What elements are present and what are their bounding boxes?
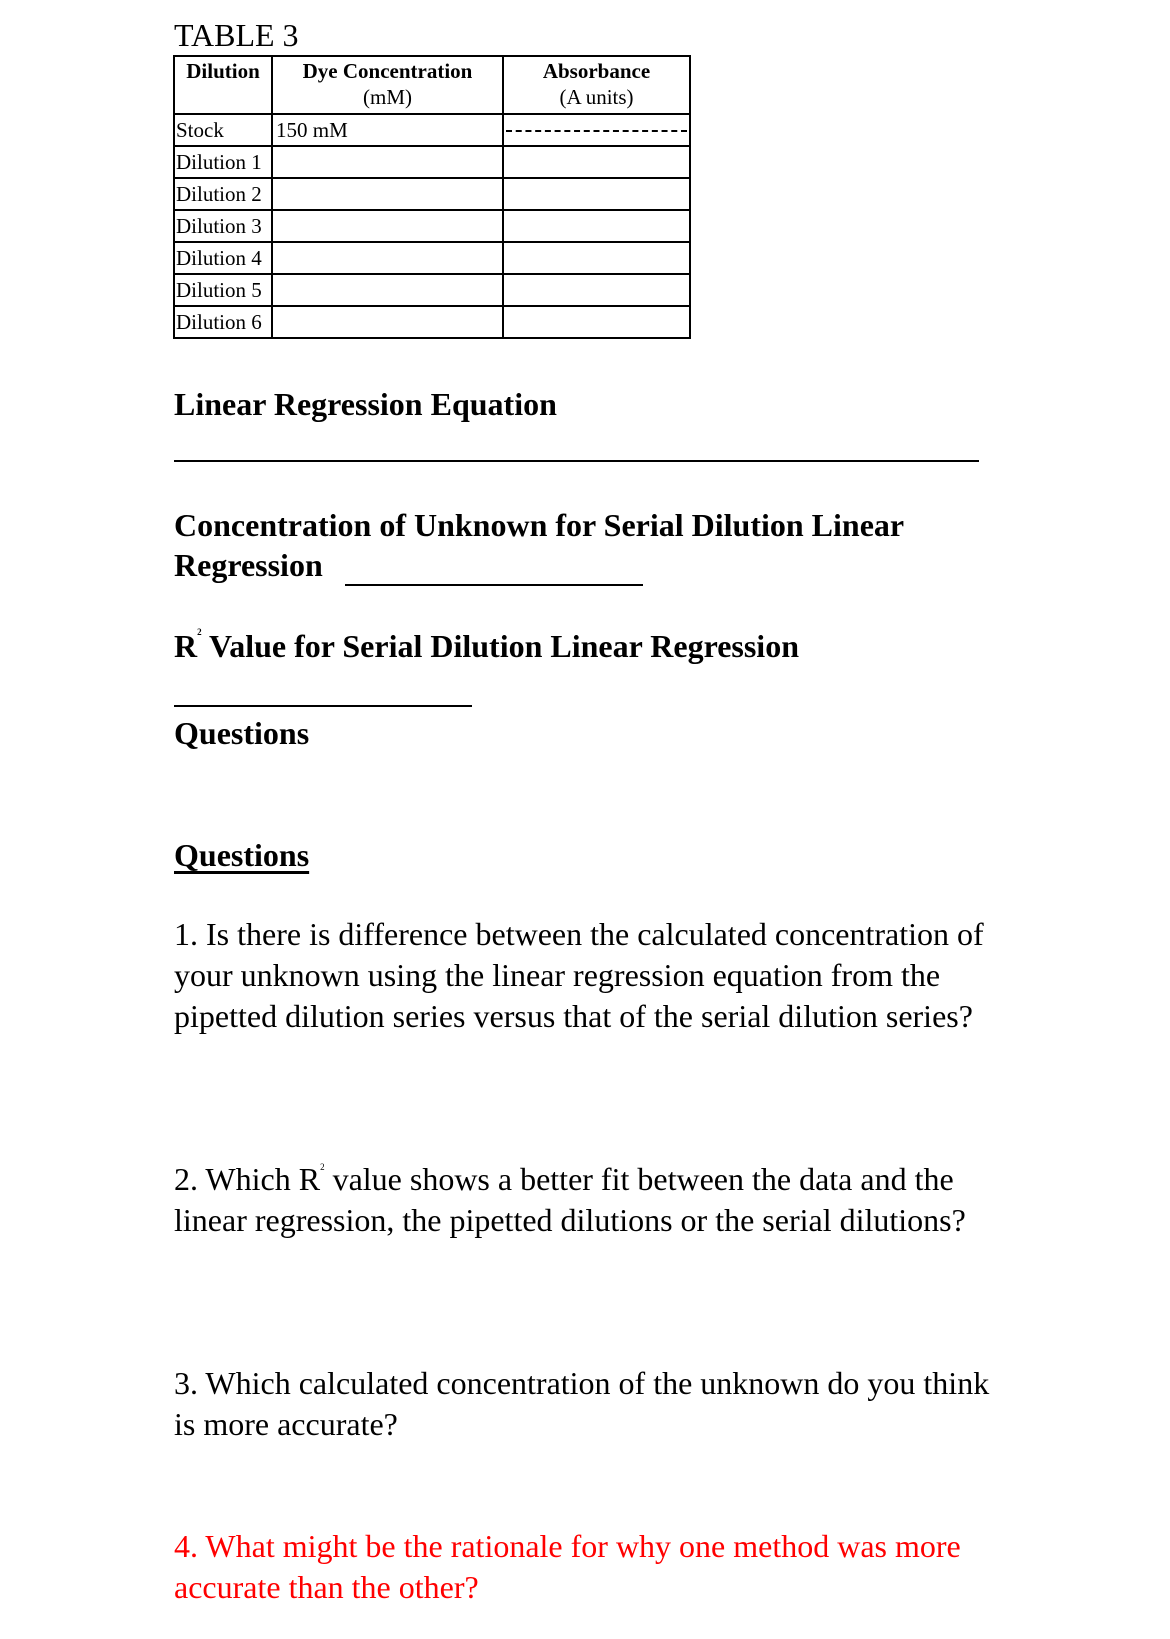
table-cell-dilution: Dilution 5 xyxy=(176,278,262,302)
table-cell-dilution: Dilution 4 xyxy=(176,246,262,270)
answer-line xyxy=(345,584,643,586)
question-3: 3. Which calculated concentration of the unknown do you think is more accurate? xyxy=(174,1365,990,1442)
table-cell-dilution: Dilution 1 xyxy=(176,150,262,174)
header-dilution: Dilution xyxy=(186,59,260,83)
table-title: TABLE 3 xyxy=(174,17,299,53)
header-absorbance: Absorbance (A units) xyxy=(542,59,651,109)
table-cell-dilution: Dilution 6 xyxy=(176,310,262,334)
stock-absorbance-dashes xyxy=(506,130,687,132)
question-4: 4. What might be the rationale for why one method was more accurate than the other? xyxy=(174,1528,961,1605)
table-cell-concentration: 150 mM xyxy=(276,118,348,142)
question-1: 1. Is there is difference between the calculated concentration of your unknown using the linear regression equation from the pipetted dilution series versus that of the serial dilution series? xyxy=(174,916,984,1034)
questions-heading: Questions xyxy=(174,715,310,751)
r2-value-heading: $R^2$ Value for Serial Dilution Linear Regression xyxy=(174,627,799,664)
question-2: 2. Which $R^2$ value shows a better fit between the data and the linear regression, the pipetted dilutions or the serial dilutions? xyxy=(174,1161,966,1238)
table-cell-dilution: Dilution 3 xyxy=(176,214,262,238)
concentration-unknown-heading-cont: Regression xyxy=(174,547,323,583)
questions-heading-underlined: Questions xyxy=(174,837,310,873)
table-cell-dilution: Dilution 2 xyxy=(176,182,262,206)
header-concentration: Dye Concentration (mM) xyxy=(302,59,473,109)
concentration-unknown-heading: Concentration of Unknown for Serial Dilution Linear xyxy=(174,507,905,543)
table-cell-dilution: Stock xyxy=(176,118,224,142)
answer-line xyxy=(174,460,979,462)
answer-line xyxy=(174,705,472,707)
linear-regression-heading: Linear Regression Equation xyxy=(174,386,557,422)
